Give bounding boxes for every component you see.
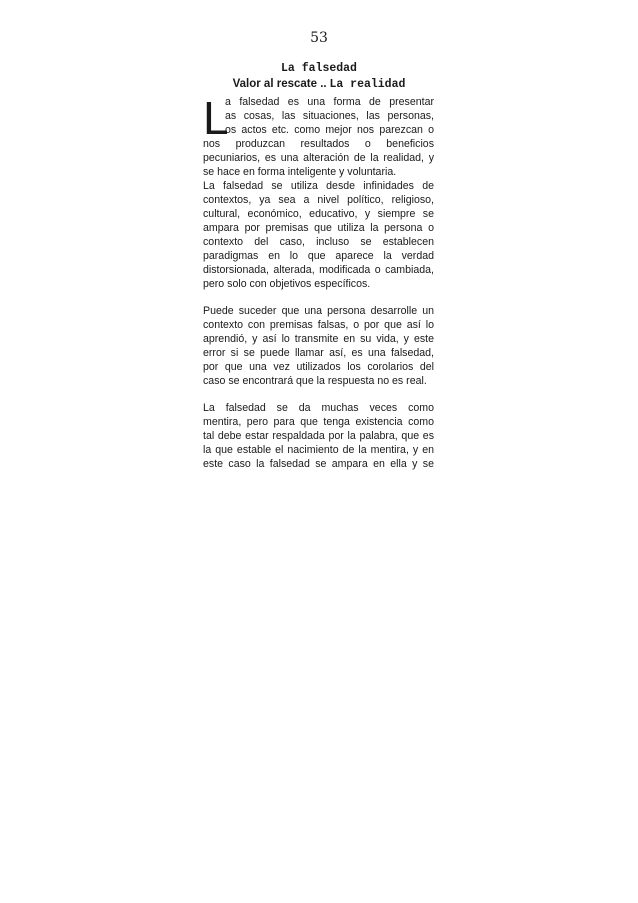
p1-line-9: paradigmas en lo que aparece la verdad [203, 250, 434, 262]
p3-line-5: este caso la falsedad se ampara en ella y se [203, 458, 434, 470]
drop-cap-letter: L [203, 92, 229, 144]
p2-line-4: error si se puede llamar así, es una falsedad, [203, 347, 434, 359]
paragraph-2 [203, 304, 434, 388]
p1-line-11: pero solo con objetivos específicos. [203, 278, 371, 290]
chapter-subtitle [0, 78, 638, 91]
paragraph-gap [203, 388, 434, 401]
paragraph-3 [203, 401, 434, 471]
subtitle-part-1: Valor al rescate .. [232, 78, 327, 90]
p1-line-6: cultural, económico, educativo, y siempre se [203, 208, 434, 220]
p1-line-2: pecuniarios, es una alteración de la realidad, y [203, 152, 434, 164]
p1-line-10: distorsionada, alterada, modificada o cambiada, [203, 264, 434, 276]
p1-line-4: La falsedad se utiliza desde infinidades de [203, 180, 434, 192]
p3-line-3: tal debe estar respaldada por la palabra, que es [203, 430, 434, 442]
p1-line-7: ampara por premisas que utiliza la persona o [203, 222, 434, 234]
p1-line-3: se hace en forma inteligente y voluntaria. [203, 166, 397, 178]
p2-line-5: por que una vez utilizados los corolarios del [203, 361, 434, 373]
p1-line-8: contexto del caso, incluso se establecen [203, 236, 434, 248]
dropcap-line-1: a falsedad es una forma de presentar [225, 96, 434, 108]
page-number: 53 [310, 30, 328, 46]
p2-line-3: aprendió, y así lo transmite en su vida, y este [203, 333, 434, 345]
subtitle-part-2: La realidad [329, 78, 406, 91]
dropcap-line-3: os actos etc. como mejor nos parezcan o [225, 124, 434, 136]
paragraph-1 [203, 137, 434, 291]
chapter-title: La falsedad [281, 62, 357, 75]
p1-line-1: nos produzcan resultados o beneficios [203, 138, 434, 150]
p1-line-5: contextos, ya sea a nivel político, religioso, [203, 194, 434, 206]
p3-line-4: la que estable el nacimiento de la mentira, y en [203, 444, 434, 456]
p2-line-6: caso se encontrará que la respuesta no es real. [203, 375, 427, 387]
p3-line-2: mentira, pero para que tenga existencia como [203, 416, 434, 428]
p2-line-2: contexto con premisas falsas, o por que así lo [203, 319, 434, 331]
p2-line-1: Puede suceder que una persona desarrolle un [203, 305, 434, 317]
paragraph-gap [203, 291, 434, 304]
body-text [203, 92, 434, 471]
dropcap-line-2: as cosas, las situaciones, las personas, [225, 110, 434, 122]
p3-line-1: La falsedad se da muchas veces como [203, 402, 434, 414]
